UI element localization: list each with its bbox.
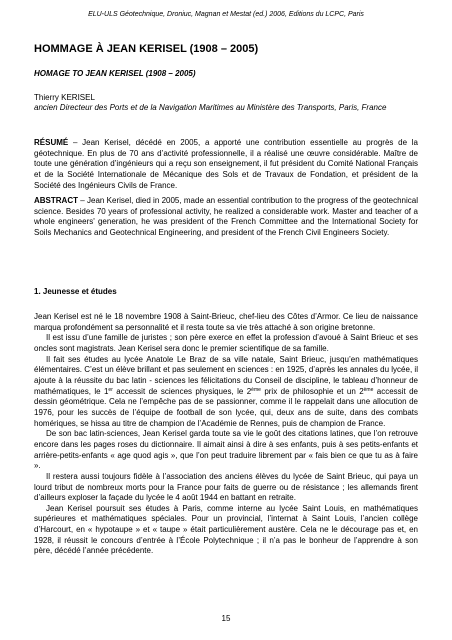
- paragraph-1: Jean Kerisel est né le 18 novembre 1908 à Saint-Brieuc, chef-lieu des Côtes d’Armor. Ce lieu de naissance marqua profondément sa personnalité et il resta toute sa vie très attaché à son origine bretonne.: [34, 312, 418, 332]
- abstract-label: ABSTRACT: [34, 196, 78, 205]
- paragraph-3-part-d: accessit de dessin géométrique. Cela ne l’empêche pas de se passionner, comme il le rappelait dans une allocution de 1976, pour les succès de l’équipe de football de son lycée, qui, deux ans de suite, dans des combats homériques, se hissa au titre de champion de l’Académie de Rennes, puis de champion de France.: [34, 386, 418, 428]
- superscript-er: er: [108, 386, 113, 393]
- paragraph-6: Jean Kerisel poursuit ses études à Paris, comme interne au lycée Saint Louis, en mathématiques supérieures et mathématiques spéciales. Pour un provincial, l’internat à Saint Louis, l’ancien collège d’Harcourt, en « hypotaupe » et « taupe » était particulièrement austère. Cela ne le décourage pas et, en 1928, il réussit le concours d’entrée à l’École Polytechnique ; il n’a pas le bonheur de l’apprendre à son père, décédé l’année précédente.: [34, 503, 418, 556]
- resume-label: RÉSUMÉ: [34, 138, 69, 147]
- paragraph-3: [34, 355, 418, 430]
- section-body: [34, 312, 418, 557]
- page-number: 15: [221, 614, 231, 623]
- abstract-text: – Jean Kerisel, died in 2005, made an essential contribution to the progress of the geotechnical science. Besides 70 years of professional activity, he realized a considerable work. Master and teacher of a whole engineers' generation, he was president of the French Committee and the International Society for Soils Mechanics and Geotechnical Engineering, and president of the French Civil Engineers Society.: [34, 196, 418, 238]
- abstract-paragraph: [34, 196, 418, 239]
- running-header: ELU-ULS Géotechnique, Droniuc, Magnan et Mestat (ed.) 2006, Editions du LCPC, Paris: [88, 11, 364, 18]
- author-name: Thierry KERISEL: [34, 93, 95, 102]
- paragraph-3-part-a: Il fait ses études au lycée Anatole Le Braz de sa ville natale, Saint Brieuc, jusqu’en mathématiques élémentaires. C’est un élève brillant et pas seulement en sciences : en 1925, d’après les annales du lycée, il ajoute à la réussite du bac latin - sciences les félicitations du Conseil de discipline, le tableau d’honneur de mathématiques, le 1: [34, 354, 418, 396]
- resume-text: – Jean Kerisel, décédé en 2005, a apporté une contribution essentielle au progrès de la géotechnique. En plus de 70 ans d’activité professionnelle, il a réalisé une œuvre considérable. Maître de toute une génération d’ingénieurs qui a reçu son enseignement, il fut président du Comité National Français et de la Société Internationale de Mécanique des Sols et de Travaux de Fondation, et président de la Société des Ingénieurs Civils de France.: [34, 138, 418, 190]
- paper-subtitle: HOMAGE TO JEAN KERISEL (1908 – 2005): [34, 69, 196, 78]
- section-heading: 1. Jeunesse et études: [34, 287, 117, 296]
- paper-title: HOMMAGE À JEAN KERISEL (1908 – 2005): [34, 43, 259, 55]
- superscript-eme-1: ème: [251, 386, 261, 393]
- paragraph-3-part-c: prix de philosophie et un 2: [260, 386, 364, 396]
- paragraph-2: Il est issu d’une famille de juristes ; son père exerce en effet la profession d’avoué à Saint Brieuc et ses oncles sont magistrats. Jean Kerisel sera donc le premier scientifique de sa famille.: [34, 333, 418, 353]
- paragraph-4: De son bac latin-sciences, Jean Kerisel garda toute sa vie le goût des citations latines, que l’on retrouve encore dans les pages roses du dictionnaire. Il aimait ainsi à dire à ses enfants, puis à ses petits-enfants et arrière-petits-enfants « age quod agis », que l’on peut traduire librement par « fais bien ce que tu as à faire ».: [34, 429, 418, 471]
- author-block: [34, 93, 418, 113]
- superscript-eme-2: ème: [363, 386, 374, 393]
- paragraph-3-part-b: accessit de sciences physiques, le 2: [112, 386, 252, 396]
- resume-paragraph: [34, 138, 418, 192]
- author-affiliation: ancien Directeur des Ports et de la Navigation Maritimes au Ministère des Transports, Paris, France: [34, 103, 387, 112]
- paragraph-5: Il restera aussi toujours fidèle à l’association des anciens élèves du lycée de Saint Brieuc, qui paya un lourd tribut de nombreux morts pour la France pour faits de guerre ou de résistance ; les allemands firent d’ailleurs exploser la façade du lycée le 4 août 1944 en battant en retraite.: [34, 471, 418, 503]
